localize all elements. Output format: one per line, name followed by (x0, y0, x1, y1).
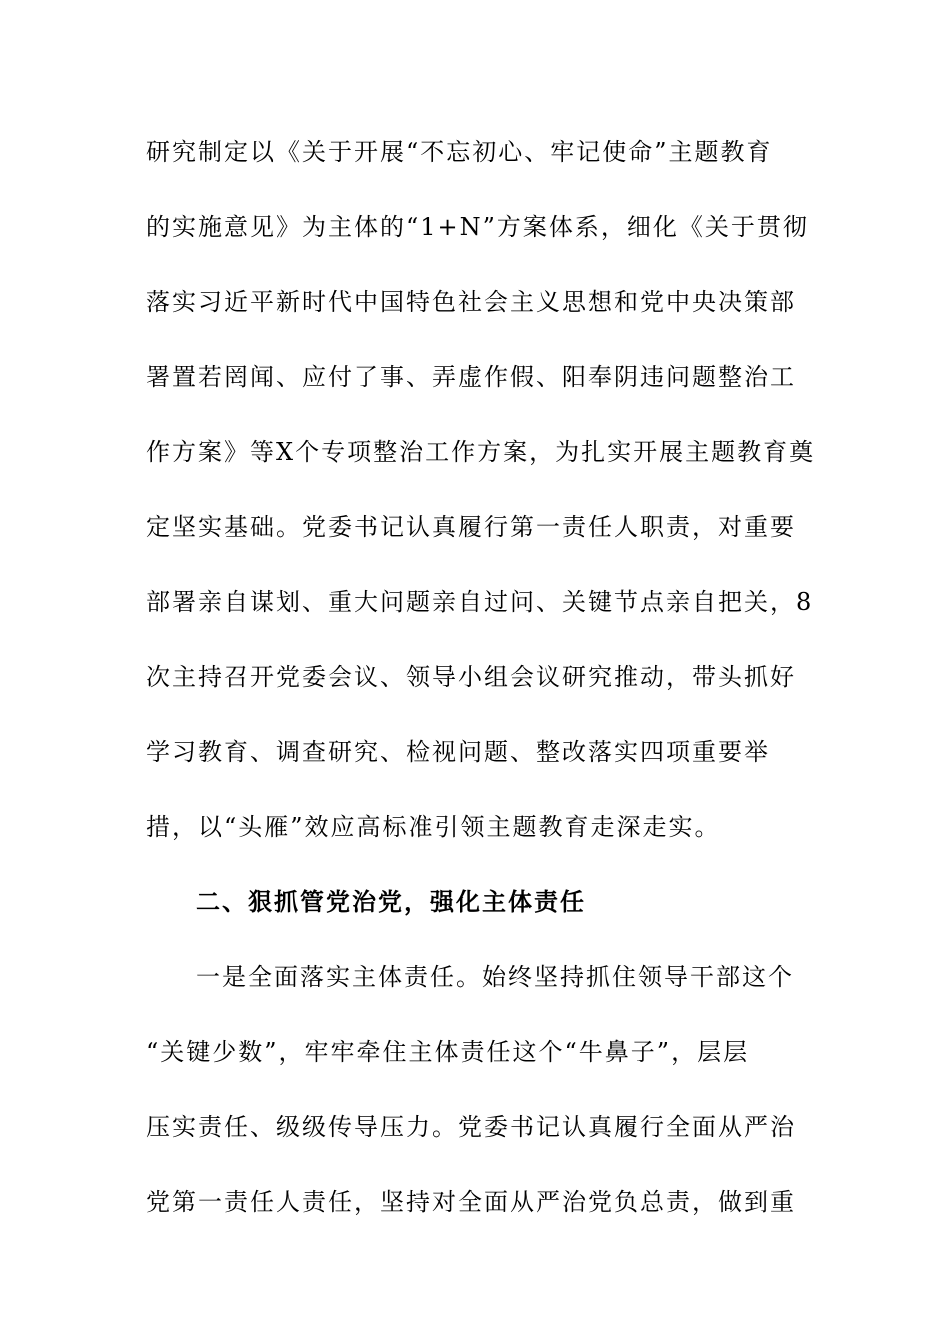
paragraph-1-line-4: 署置若罔闻、应付了事、弄虚作假、阳奉阴违问题整治工 (146, 363, 796, 391)
paragraph-2-line-4: 党第一责任人责任，坚持对全面从严治党负总责，做到重 (146, 1188, 796, 1216)
paragraph-1-line-9: 学习教育、调查研究、检视问题、整改落实四项重要举 (146, 738, 770, 766)
document-body (146, 128, 826, 1253)
paragraph-2-line-1: 一是全面落实主体责任。始终坚持抓住领导干部这个 (196, 963, 794, 991)
paragraph-1-line-1: 研究制定以《关于开展“不忘初心、牢记使命”主题教育 (146, 138, 773, 166)
paragraph-1-line-7: 部署亲自谋划、重大问题亲自过问、关键节点亲自把关，8 (146, 588, 814, 616)
paragraph-2-line-3: 压实责任、级级传导压力。党委书记认真履行全面从严治 (146, 1113, 796, 1141)
paragraph-1-line-3: 落实习近平新时代中国特色社会主义思想和党中央决策部 (146, 288, 796, 316)
paragraph-1-line-2: 的实施意见》为主体的“1+N”方案体系，细化《关于贯彻 (146, 213, 809, 241)
paragraph-1-line-5: 作方案》等X个专项整治工作方案，为扎实开展主题教育奠 (146, 438, 816, 466)
paragraph-1-line-10: 措，以“头雁”效应高标准引领主题教育走深走实。 (146, 813, 721, 841)
paragraph-1-line-6: 定坚实基础。党委书记认真履行第一责任人职责，对重要 (146, 513, 796, 541)
section-heading: 二、狠抓管党治党，强化主体责任 (196, 888, 586, 916)
paragraph-1-line-8: 次主持召开党委会议、领导小组会议研究推动，带头抓好 (146, 663, 796, 691)
paragraph-2-line-2: “关键少数”，牢牢牵住主体责任这个“牛鼻子”，层层 (146, 1038, 750, 1066)
